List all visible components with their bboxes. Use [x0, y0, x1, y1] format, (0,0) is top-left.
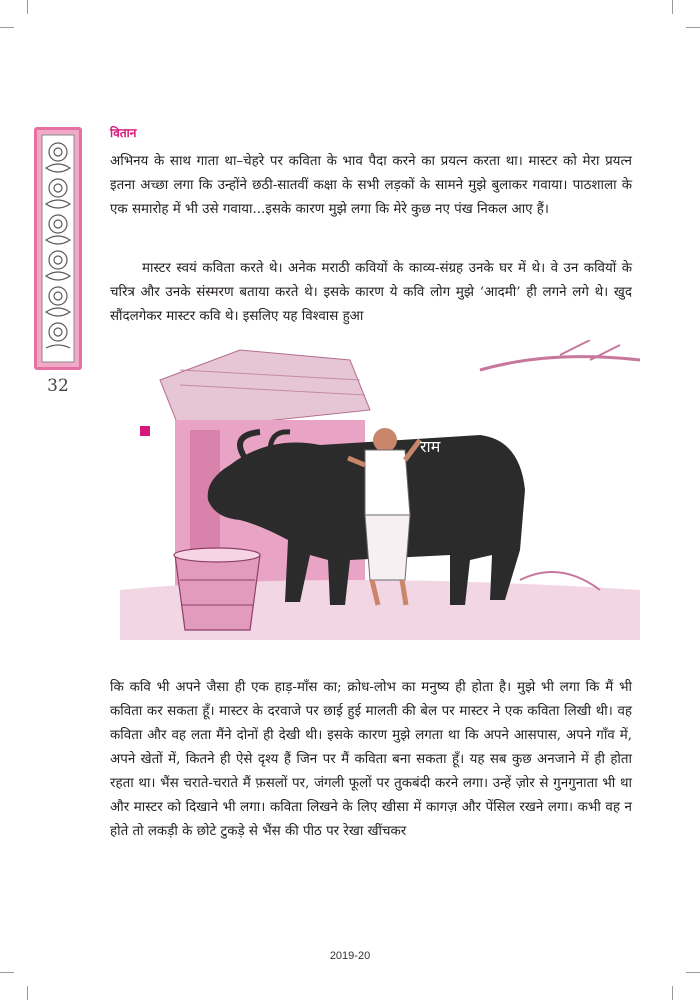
footer-year: 2019-20	[329, 950, 371, 962]
buffalo-writing: राम	[420, 437, 441, 456]
crop-mark	[0, 972, 14, 973]
crop-mark	[27, 0, 28, 14]
crop-mark	[686, 27, 700, 28]
crop-mark	[686, 972, 700, 973]
page-number: 32	[47, 376, 69, 396]
crop-mark	[672, 986, 673, 1000]
paragraph-1: अभिनय के साथ गाता था–चेहरे पर कविता के भाव पैदा करने का प्रयत्न करता था। मास्टर को मेरा प्रयत्न इतना अच्छा लगा कि उन्होंने छठी-सातवीं कक्षा के सभी लड़कों के सामने मुझे बुलाकर गवाया। पाठशाला के एक समारोह में भी उसे गवाया...इसके कारण मुझे लगा कि मेरे कुछ नए पंख निकल आए हैं।	[110, 154, 632, 217]
paragraph-3: कि कवि भी अपने जैसा ही एक हाड़-माँस का; क्रोध-लोभ का मनुष्य ही होता है। मुझे भी लगा कि मैं भी कविता कर सकता हूँ। मास्टर के दरवाजे पर छाई हुई मालती की बेल पर मास्टर ने एक कविता लिखी थी। वह कविता और वह लता मैंने दोनों ही देखी थी। इसके कारण मुझे लगता था कि अपने आसपास, अपने गाँव में, अपने खेतों में, कितने ही ऐसे दृश्य हैं जिन पर मैं कविता बना सकता हूँ। यह सब कुछ अनजाने में ही होता रहता था। भैंस चराते-चराते मैं फ़सलों पर, जंगली फूलों पर तुकबंदी करने लगा। उन्हें ज़ोर से गुनगुनाता भी था और मास्टर को दिखाने भी लगा। कविता लिखने के लिए खीसा में कागज़ और पेंसिल रखने लगा। कभी वह न होते तो लकड़ी के छोटे टुकड़े से भैंस की पीठ पर रेखा खींचकर	[110, 680, 632, 839]
crop-mark	[0, 27, 14, 28]
crop-mark	[27, 986, 28, 1000]
crop-mark	[672, 0, 673, 14]
section-label: वितान	[110, 126, 137, 140]
illustration-boy-writing-on-buffalo	[120, 340, 640, 640]
paragraph-2: मास्टर स्वयं कविता करते थे। अनेक मराठी कवियों के काव्य-संग्रह उनके घर में थे। वे उन कवियों के चरित्र और उनके संस्मरण बताया करते थे। इसके कारण ये कवि लोग मुझे ‘आदमी’ ही लगने लगे थे। खुद सौंदलगेकर मास्टर कवि थे। इसलिए यह विश्वास हुआ	[110, 261, 632, 324]
decorative-border-ornament	[34, 127, 82, 370]
